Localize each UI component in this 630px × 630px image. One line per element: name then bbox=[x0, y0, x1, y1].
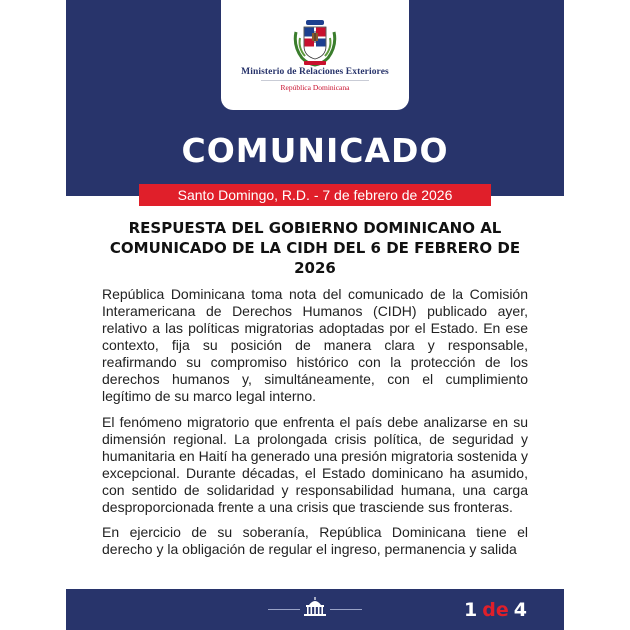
communique-card bbox=[66, 0, 564, 630]
body-paragraph: En ejercicio de su soberanía, República Dominicana tiene el derecho y la obligación de regular el ingreso, permanencia y salida bbox=[102, 524, 528, 557]
page-total: 4 bbox=[513, 599, 527, 621]
footer-band bbox=[66, 589, 564, 630]
ministry-name: Ministerio de Relaciones Exteriores bbox=[241, 67, 389, 77]
body-paragraph: República Dominicana toma nota del comunicado de la Comisión Interamericana de Derechos Humanos (CIDH) publicado ayer, relativo a las políticas migratorias adoptadas por el Estado. En ese contexto, fija su posición de manera clara y responsable, reafirmando su compromiso histórico con la protección de los derechos humanos y, simultáneamente, con el cumplimiento legítimo de su marco legal interno. bbox=[102, 286, 528, 404]
logo-box bbox=[221, 0, 409, 110]
page-title: COMUNICADO bbox=[181, 131, 449, 170]
dateline-banner: Santo Domingo, R.D. - 7 de febrero de 2026 bbox=[139, 184, 491, 206]
page-indicator bbox=[464, 597, 527, 623]
logo-divider bbox=[261, 80, 369, 81]
coat-of-arms-icon bbox=[292, 18, 338, 68]
page-separator: de bbox=[482, 599, 509, 621]
page-current: 1 bbox=[464, 599, 478, 621]
country-name: República Dominicana bbox=[280, 83, 350, 92]
footer-divider bbox=[268, 609, 300, 610]
headline: RESPUESTA DEL GOBIERNO DOMINICANO AL COMUNICADO DE LA CIDH DEL 6 DE FEBRERO DE 2026 bbox=[109, 219, 521, 277]
national-palace-icon bbox=[302, 596, 328, 618]
body-paragraph: El fenómeno migratorio que enfrenta el país debe analizarse en su dimensión regional. La prolongada crisis política, de seguridad y humanitaria en Haití ha generado una presión migratoria sostenida y excepcional. Durante décadas, el Estado dominicano ha asumido, con sentido de solidaridad y responsabilidad humana, una carga desproporcionada frente a una crisis que trasciende sus fronteras. bbox=[102, 414, 528, 515]
footer-divider bbox=[330, 609, 362, 610]
